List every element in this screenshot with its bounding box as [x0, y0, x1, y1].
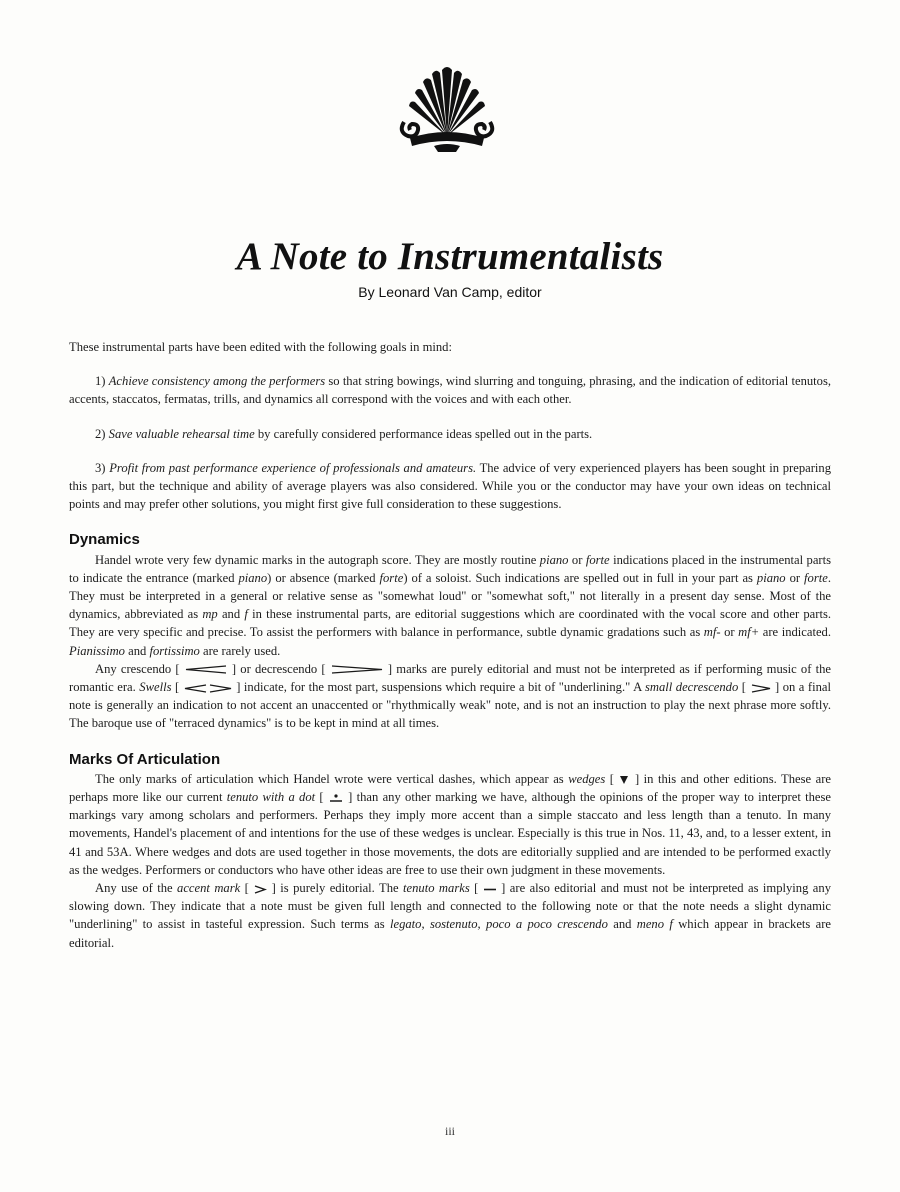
italic-term: mp [202, 607, 218, 622]
text-run: indications placed in the instrumental parts to indicate the entrance (marked [69, 552, 831, 585]
italic-term: Pianissimo [69, 643, 125, 658]
text-run: ) or absence (marked [267, 570, 380, 585]
text-run: ] or decrescendo [ [227, 661, 330, 676]
swell-hairpin-icon [183, 684, 233, 693]
text-run: [ [171, 680, 183, 695]
goal-emphasis: Save valuable rehearsal time [108, 426, 255, 441]
text-run: ] marks are purely editorial and must not be interpreted as if performing music of the romantic era. [69, 661, 831, 695]
text-run: and [124, 643, 150, 658]
text-run: [ [315, 790, 328, 805]
italic-term: accent mark [177, 881, 241, 896]
decrescendo-hairpin-icon [330, 665, 384, 674]
text-run: ] than any other marking we have, although the opinions of the proper way to interpret these markings vary among scholars and performers. Perhaps they imply more accent than a simple staccato and less length than a tenuto. In many movements, Handel's placement of and intentions for the use of these wedges is unclear. Especially is this true in Nos. 11, 43, and, to a lesser extent, in 41 and 53A. Where wedges and dots are used together in those movements, the dots are editorially supplied and are intended to be performed exactly as the wedges. Performers or conductors who have other ideas are free to use their own judgment in these movements. [69, 790, 831, 877]
text-run: [ [738, 680, 750, 695]
text-run: or [785, 570, 805, 585]
byline: By Leonard Van Camp, editor [358, 284, 542, 300]
italic-term: wedges [568, 771, 606, 786]
italic-term: f [244, 607, 248, 622]
goal-number: 1) [95, 374, 106, 389]
dynamics-paragraph-1 [69, 551, 831, 660]
text-run: . They must be interpreted in a general or relative sense as "somewhat loud" or "somewhat soft," not literally in a present day sense. Most of the dynamics, abbreviated as [69, 570, 831, 622]
italic-term: tenuto with a dot [226, 790, 316, 805]
text-run: are indicated. [759, 625, 831, 640]
crescendo-hairpin-icon [184, 665, 228, 674]
text-run: or [568, 552, 586, 567]
italic-term: piano [238, 570, 268, 585]
italic-term: piano [756, 570, 786, 585]
goal-text: by carefully considered performance ideas spelled out in the parts. [254, 426, 593, 441]
text-run: [ [605, 771, 619, 786]
document-body [69, 338, 831, 952]
text-run: ] is purely editorial. The [267, 881, 404, 896]
text-run: [ [469, 881, 483, 896]
italic-term: mf- [703, 625, 721, 640]
goal-number: 2) [95, 426, 106, 441]
text-run: or [720, 625, 739, 640]
italic-term: tenuto marks [403, 881, 470, 896]
tenuto-dot-icon [328, 792, 344, 804]
goal-paragraph [69, 425, 831, 443]
shell-ornament-icon [396, 62, 498, 154]
text-run: ) of a soloist. Such indications are spelled out in full in your part as [403, 570, 757, 585]
page-number: iii [444, 1124, 455, 1138]
tenuto-mark-icon [483, 885, 497, 894]
articulation-paragraph-1 [69, 770, 831, 879]
text-run: ] in this and other editions. These are perhaps more like our current [69, 771, 831, 805]
goal-paragraph [69, 372, 831, 408]
dynamics-paragraph-2 [69, 660, 831, 733]
italic-term: meno f [636, 917, 673, 932]
small-decrescendo-icon [750, 684, 772, 693]
goal-text: so that string bowings, wind slurring and tonguing, phrasing, and the indication of editorial tenutos, accents, staccatos, fermatas, trills, and dynamics all correspond with the voices and with each other. [69, 374, 832, 407]
text-run: and [217, 607, 245, 622]
italic-term: legato, sostenuto, poco a poco crescendo [390, 917, 608, 932]
text-run: [ [240, 881, 254, 896]
page-title: A Note to Instrumentalists [236, 235, 664, 278]
text-run: The only marks of articulation which Handel wrote were vertical dashes, which appear as [95, 771, 569, 786]
goal-emphasis: Achieve consistency among the performers [108, 374, 326, 389]
italic-term: Swells [139, 680, 172, 695]
accent-mark-icon [253, 885, 267, 894]
text-run: and [607, 917, 637, 932]
section-heading-articulation: Marks Of Articulation [69, 750, 221, 768]
goal-number: 3) [95, 460, 106, 475]
text-run: ] indicate, for the most part, suspensions which require a bit of "underlining." A [232, 680, 645, 695]
italic-term: forte [585, 552, 610, 567]
text-run: Handel wrote very few dynamic marks in the autograph score. They are mostly routine [95, 552, 540, 567]
text-run: Any use of the [95, 881, 178, 896]
wedge-mark-icon [618, 775, 630, 785]
text-run: in these instrumental parts, are editorial suggestions which are coordinated with the vocal score and other parts. They are very specific and precise. To assist the performers with balance in performance, subtle dynamic gradations such as [69, 607, 831, 640]
italic-term: forte [804, 570, 828, 585]
intro-paragraph: These instrumental parts have been edited with the following goals in mind: [69, 340, 452, 354]
text-run: ] are also editorial and must not be interpreted as implying any slowing down. They indicate that a note must be given full length and connected to the following note or that the note needs a slight dynamic "underlining" to assist in tasteful expression. Such terms as [69, 881, 831, 932]
italic-term: small decrescendo [645, 680, 739, 695]
goal-emphasis: Profit from past performance experience of professionals and amateurs. [109, 460, 477, 475]
articulation-paragraph-2 [69, 879, 831, 952]
text-run: ] on a final note is generally an indication to not accent an unaccented or "rhythmically weak" note, and is not an instruction to play the next phrase more softly. The baroque use of "terraced dynamics" is to be kept in mind at all times. [69, 680, 831, 731]
italic-term: mf+ [738, 625, 760, 640]
italic-term: piano [539, 552, 569, 567]
section-heading-dynamics: Dynamics [69, 531, 140, 549]
italic-term: fortissimo [149, 643, 200, 658]
text-run: are rarely used. [199, 643, 281, 658]
goal-paragraph [69, 459, 831, 514]
goal-text: The advice of very experienced players has been sought in preparing this part, but the technique and ability of average players was also considered. While you or the conductor may have your own ideas on technical points and may prefer other solutions, you might first give full consideration to these suggestions. [69, 460, 832, 512]
text-run: which appear in brackets are editorial. [69, 917, 832, 950]
text-run: Any crescendo [ [95, 661, 184, 676]
italic-term: forte [379, 570, 404, 585]
